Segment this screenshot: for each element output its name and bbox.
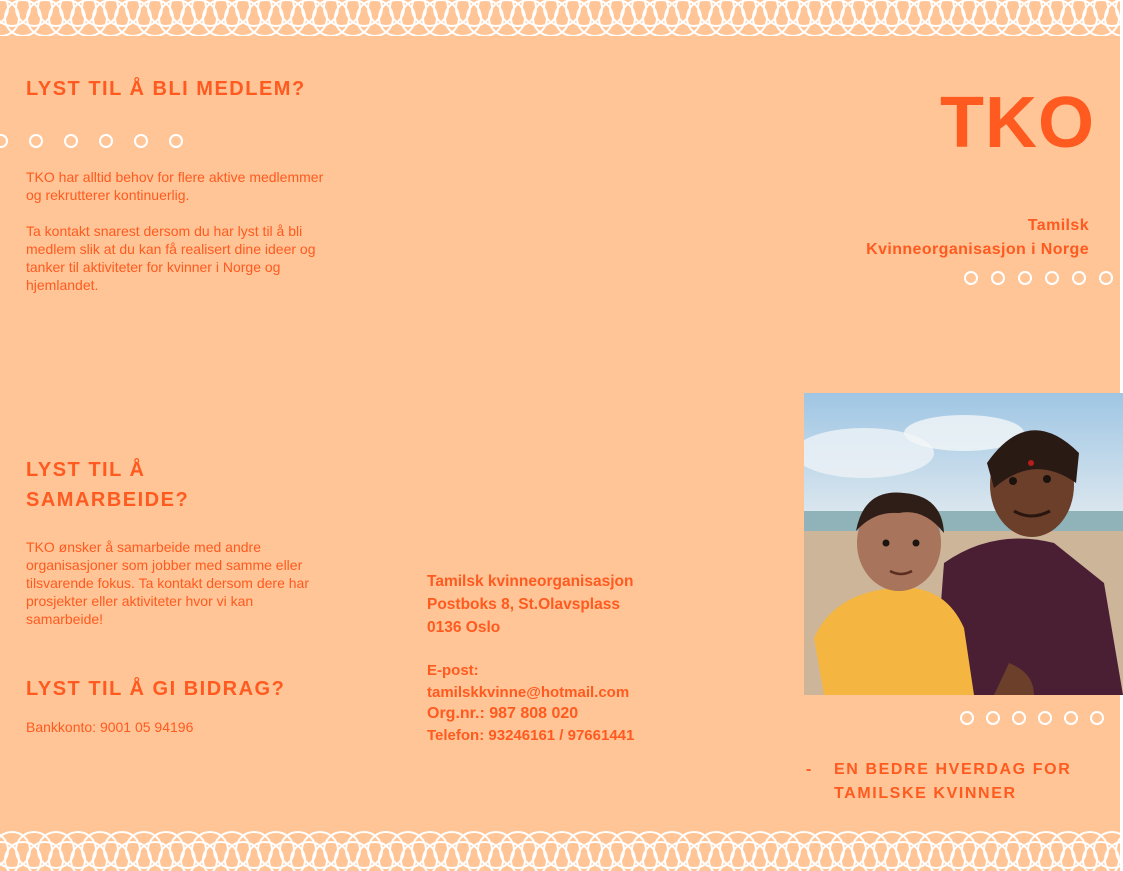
tagline-line2: TAMILSKE KVINNER <box>834 785 1017 802</box>
contact-address: Postboks 8, St.Olavsplass <box>427 596 620 613</box>
decorative-circles <box>0 134 204 148</box>
subtitle-line2: Kvinneorganisasjon i Norge <box>866 241 1089 258</box>
email-address: tamilskkvinne@hotmail.com <box>427 683 630 701</box>
cooperation-heading-line1: LYST TIL Å <box>26 459 146 481</box>
org-number: Org.nr.: 987 808 020 <box>427 705 579 722</box>
cover-photo <box>804 393 1123 695</box>
cooperation-heading-line2: SAMARBEIDE? <box>26 489 190 511</box>
cover-title: TKO <box>940 83 1095 163</box>
tagline-line1: EN BEDRE HVERDAG FOR <box>834 761 1072 778</box>
contact-block <box>427 570 633 639</box>
tagline-dash: - <box>806 761 813 778</box>
cooperation-heading <box>26 455 189 515</box>
cover-subtitle <box>866 214 1089 262</box>
subtitle-line1: Tamilsk <box>1027 217 1089 234</box>
contact-city: 0136 Oslo <box>427 619 501 636</box>
membership-paragraph-1: TKO har alltid behov for flere aktive medlemmer og rekrutterer kontinuerlig. <box>26 169 324 203</box>
decorative-circles-bottom <box>960 711 1104 725</box>
membership-heading: LYST TIL Å BLI MEDLEM? <box>26 78 306 100</box>
top-scallop-border <box>0 0 1123 36</box>
contact-org: Tamilsk kvinneorganisasjon <box>427 573 634 590</box>
bottom-scallop-border <box>0 828 1123 871</box>
contribution-heading: LYST TIL Å GI BIDRAG? <box>26 678 286 700</box>
bank-account: Bankkonto: 9001 05 94196 <box>26 719 194 735</box>
decorative-circles-right <box>964 271 1113 285</box>
phone-number: Telefon: 93246161 / 97661441 <box>427 726 635 744</box>
membership-paragraph-2: Ta kontakt snarest dersom du har lyst til å bli medlem slik at du kan få realisert dine ideer og tanker til aktiviteter for kvinner i Norge og hjemlandet. <box>26 223 316 293</box>
cooperation-paragraph: TKO ønsker å samarbeide med andre organisasjoner som jobber med samme eller tilsvarende fokus. Ta kontakt dersom dere har prosjekter eller aktiviteter hvor vi kan samarbeide! <box>26 539 310 627</box>
contact-details <box>427 660 634 746</box>
cover-tagline <box>806 758 1071 806</box>
email-label: E-post: <box>427 662 479 679</box>
